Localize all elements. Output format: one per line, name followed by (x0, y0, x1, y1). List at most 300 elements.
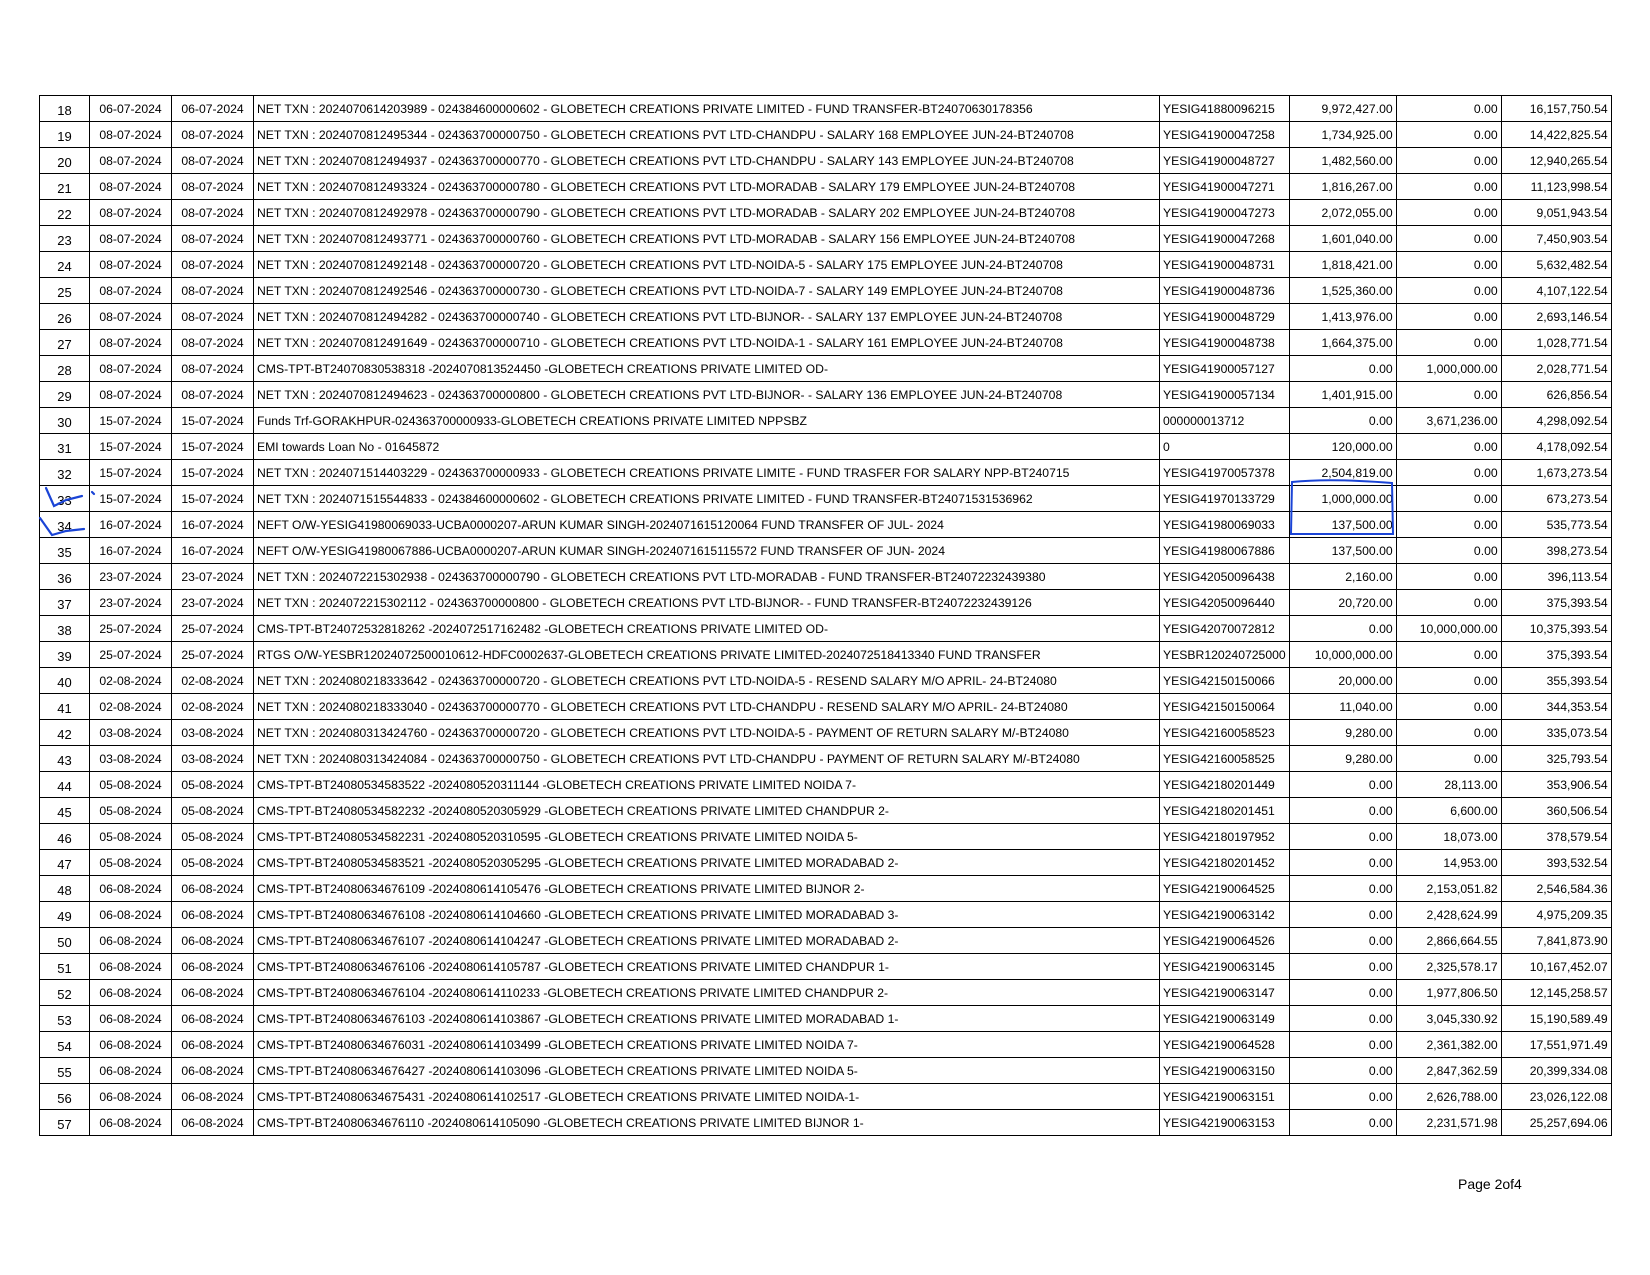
balance-amount: 14,422,825.54 (1501, 122, 1611, 148)
table-row (40, 1084, 1612, 1110)
table-row (40, 876, 1612, 902)
transaction-date: 08-07-2024 (90, 200, 172, 226)
credit-amount: 0.00 (1396, 460, 1501, 486)
value-date: 08-07-2024 (172, 122, 254, 148)
debit-amount: 0.00 (1289, 1084, 1396, 1110)
table-row (40, 824, 1612, 850)
transaction-date: 06-08-2024 (90, 1058, 172, 1084)
serial-number: 30 (40, 408, 90, 434)
debit-amount: 9,280.00 (1289, 720, 1396, 746)
table-row (40, 642, 1612, 668)
balance-amount: 25,257,694.06 (1501, 1110, 1611, 1136)
transaction-date: 05-08-2024 (90, 798, 172, 824)
table-row (40, 226, 1612, 252)
transaction-date: 23-07-2024 (90, 564, 172, 590)
debit-amount: 1,664,375.00 (1289, 330, 1396, 356)
serial-number: 47 (40, 850, 90, 876)
description: CMS-TPT-BT24080634676106 -2024080614105787 -GLOBETECH CREATIONS PRIVATE LIMITED CHANDPUR 1- (254, 954, 1160, 980)
debit-amount: 1,482,560.00 (1289, 148, 1396, 174)
transaction-date: 15-07-2024 (90, 408, 172, 434)
reference-number: 0 (1160, 434, 1290, 460)
balance-amount: 355,393.54 (1501, 668, 1611, 694)
table-row (40, 148, 1612, 174)
balance-amount: 12,145,258.57 (1501, 980, 1611, 1006)
table-row (40, 382, 1612, 408)
value-date: 08-07-2024 (172, 148, 254, 174)
transactions-table (39, 95, 1612, 1136)
serial-number: 37 (40, 590, 90, 616)
debit-amount: 2,160.00 (1289, 564, 1396, 590)
transaction-date: 08-07-2024 (90, 382, 172, 408)
value-date: 05-08-2024 (172, 798, 254, 824)
transaction-date: 08-07-2024 (90, 252, 172, 278)
description: NET TXN : 2024070812492148 - 024363700000720 - GLOBETECH CREATIONS PVT LTD-NOIDA-5 - SALARY 175 EMPLOYEE JUN-24-BT240708 (254, 252, 1160, 278)
credit-amount: 0.00 (1396, 122, 1501, 148)
reference-number: YESIG42190063153 (1160, 1110, 1290, 1136)
transaction-date: 06-08-2024 (90, 902, 172, 928)
transaction-date: 23-07-2024 (90, 590, 172, 616)
value-date: 16-07-2024 (172, 512, 254, 538)
debit-amount: 1,525,360.00 (1289, 278, 1396, 304)
transaction-date: 08-07-2024 (90, 226, 172, 252)
table-row (40, 278, 1612, 304)
balance-amount: 5,632,482.54 (1501, 252, 1611, 278)
serial-number: 55 (40, 1058, 90, 1084)
value-date: 06-08-2024 (172, 902, 254, 928)
description: CMS-TPT-BT24080634676104 -2024080614110233 -GLOBETECH CREATIONS PRIVATE LIMITED CHANDPUR 2- (254, 980, 1160, 1006)
table-row (40, 928, 1612, 954)
transaction-date: 25-07-2024 (90, 616, 172, 642)
value-date: 15-07-2024 (172, 408, 254, 434)
reference-number: YESIG42180201449 (1160, 772, 1290, 798)
serial-number: 53 (40, 1006, 90, 1032)
value-date: 08-07-2024 (172, 226, 254, 252)
description: CMS-TPT-BT24072532818262 -2024072517162482 -GLOBETECH CREATIONS PRIVATE LIMITED OD- (254, 616, 1160, 642)
serial-number: 54 (40, 1032, 90, 1058)
credit-amount: 0.00 (1396, 148, 1501, 174)
reference-number: YESIG42150150064 (1160, 694, 1290, 720)
description: NET TXN : 2024080218333040 - 024363700000770 - GLOBETECH CREATIONS PVT LTD-CHANDPU - RESEND SALARY M/O APRIL- 24-BT24080 (254, 694, 1160, 720)
statement-sheet (39, 95, 1612, 1136)
credit-amount: 6,600.00 (1396, 798, 1501, 824)
transaction-date: 06-08-2024 (90, 928, 172, 954)
credit-amount: 0.00 (1396, 642, 1501, 668)
serial-number: 28 (40, 356, 90, 382)
value-date: 06-08-2024 (172, 1110, 254, 1136)
credit-amount: 28,113.00 (1396, 772, 1501, 798)
transaction-date: 08-07-2024 (90, 278, 172, 304)
credit-amount: 0.00 (1396, 174, 1501, 200)
value-date: 08-07-2024 (172, 200, 254, 226)
table-row (40, 200, 1612, 226)
table-row (40, 772, 1612, 798)
debit-amount: 1,401,915.00 (1289, 382, 1396, 408)
description: CMS-TPT-BT24080534582232 -2024080520305929 -GLOBETECH CREATIONS PRIVATE LIMITED CHANDPUR 2- (254, 798, 1160, 824)
reference-number: YESBR120240725000 (1160, 642, 1290, 668)
serial-number: 27 (40, 330, 90, 356)
reference-number: YESIG41900048731 (1160, 252, 1290, 278)
description: CMS-TPT-BT24070830538318 -2024070813524450 -GLOBETECH CREATIONS PRIVATE LIMITED OD- (254, 356, 1160, 382)
value-date: 05-08-2024 (172, 850, 254, 876)
debit-amount: 0.00 (1289, 1006, 1396, 1032)
description: NET TXN : 2024070812491649 - 024363700000710 - GLOBETECH CREATIONS PVT LTD-NOIDA-1 - SALARY 161 EMPLOYEE JUN-24-BT240708 (254, 330, 1160, 356)
value-date: 06-08-2024 (172, 954, 254, 980)
description: CMS-TPT-BT24080634676103 -2024080614103867 -GLOBETECH CREATIONS PRIVATE LIMITED MORADABAD 1- (254, 1006, 1160, 1032)
transaction-date: 05-08-2024 (90, 850, 172, 876)
credit-amount: 10,000,000.00 (1396, 616, 1501, 642)
transaction-date: 08-07-2024 (90, 148, 172, 174)
credit-amount: 2,231,571.98 (1396, 1110, 1501, 1136)
debit-amount: 1,601,040.00 (1289, 226, 1396, 252)
transaction-date: 25-07-2024 (90, 642, 172, 668)
reference-number: YESIG42190063151 (1160, 1084, 1290, 1110)
reference-number: YESIG42180201451 (1160, 798, 1290, 824)
serial-number: 33 (40, 486, 90, 512)
credit-amount: 2,626,788.00 (1396, 1084, 1501, 1110)
description: EMI towards Loan No - 01645872 (254, 434, 1160, 460)
serial-number: 20 (40, 148, 90, 174)
debit-amount: 137,500.00 (1289, 512, 1396, 538)
table-row (40, 460, 1612, 486)
table-row (40, 122, 1612, 148)
table-row (40, 330, 1612, 356)
description: NET TXN : 2024070812494937 - 024363700000770 - GLOBETECH CREATIONS PVT LTD-CHANDPU - SALARY 143 EMPLOYEE JUN-24-BT240708 (254, 148, 1160, 174)
transaction-date: 15-07-2024 (90, 486, 172, 512)
value-date: 25-07-2024 (172, 616, 254, 642)
balance-amount: 360,506.54 (1501, 798, 1611, 824)
debit-amount: 0.00 (1289, 356, 1396, 382)
description: RTGS O/W-YESBR12024072500010612-HDFC0002637-GLOBETECH CREATIONS PRIVATE LIMITED-2024072518413340 FUND TRANSFER (254, 642, 1160, 668)
value-date: 02-08-2024 (172, 668, 254, 694)
debit-amount: 1,734,925.00 (1289, 122, 1396, 148)
reference-number: YESIG41900048727 (1160, 148, 1290, 174)
credit-amount: 0.00 (1396, 382, 1501, 408)
credit-amount: 14,953.00 (1396, 850, 1501, 876)
serial-number: 26 (40, 304, 90, 330)
serial-number: 25 (40, 278, 90, 304)
transaction-date: 06-07-2024 (90, 96, 172, 122)
value-date: 05-08-2024 (172, 772, 254, 798)
serial-number: 21 (40, 174, 90, 200)
description: Funds Trf-GORAKHPUR-024363700000933-GLOBETECH CREATIONS PRIVATE LIMITED NPPSBZ (254, 408, 1160, 434)
transaction-date: 06-08-2024 (90, 1084, 172, 1110)
serial-number: 36 (40, 564, 90, 590)
reference-number: YESIG42070072812 (1160, 616, 1290, 642)
serial-number: 23 (40, 226, 90, 252)
serial-number: 50 (40, 928, 90, 954)
value-date: 23-07-2024 (172, 564, 254, 590)
serial-number: 56 (40, 1084, 90, 1110)
description: CMS-TPT-BT24080634676108 -2024080614104660 -GLOBETECH CREATIONS PRIVATE LIMITED MORADABAD 3- (254, 902, 1160, 928)
description: CMS-TPT-BT24080634676427 -2024080614103096 -GLOBETECH CREATIONS PRIVATE LIMITED NOIDA 5- (254, 1058, 1160, 1084)
debit-amount: 20,720.00 (1289, 590, 1396, 616)
credit-amount: 2,428,624.99 (1396, 902, 1501, 928)
serial-number: 24 (40, 252, 90, 278)
balance-amount: 393,532.54 (1501, 850, 1611, 876)
balance-amount: 4,298,092.54 (1501, 408, 1611, 434)
credit-amount: 2,361,382.00 (1396, 1032, 1501, 1058)
table-row (40, 798, 1612, 824)
serial-number: 40 (40, 668, 90, 694)
credit-amount: 0.00 (1396, 200, 1501, 226)
description: NET TXN : 2024070614203989 - 024384600000602 - GLOBETECH CREATIONS PRIVATE LIMITED - FUND TRANSFER-BT24070630178356 (254, 96, 1160, 122)
balance-amount: 4,178,092.54 (1501, 434, 1611, 460)
debit-amount: 1,818,421.00 (1289, 252, 1396, 278)
table-row (40, 954, 1612, 980)
value-date: 08-07-2024 (172, 356, 254, 382)
value-date: 23-07-2024 (172, 590, 254, 616)
description: CMS-TPT-BT24080634675431 -2024080614102517 -GLOBETECH CREATIONS PRIVATE LIMITED NOIDA-1- (254, 1084, 1160, 1110)
transaction-date: 06-08-2024 (90, 954, 172, 980)
balance-amount: 535,773.54 (1501, 512, 1611, 538)
debit-amount: 0.00 (1289, 616, 1396, 642)
serial-number: 43 (40, 746, 90, 772)
balance-amount: 2,028,771.54 (1501, 356, 1611, 382)
transaction-date: 06-08-2024 (90, 980, 172, 1006)
reference-number: YESIG41900047273 (1160, 200, 1290, 226)
debit-amount: 9,972,427.00 (1289, 96, 1396, 122)
serial-number: 52 (40, 980, 90, 1006)
serial-number: 51 (40, 954, 90, 980)
table-row (40, 252, 1612, 278)
reference-number: 000000013712 (1160, 408, 1290, 434)
value-date: 06-08-2024 (172, 1084, 254, 1110)
table-row (40, 96, 1612, 122)
transaction-date: 08-07-2024 (90, 304, 172, 330)
table-row (40, 1110, 1612, 1136)
credit-amount: 3,045,330.92 (1396, 1006, 1501, 1032)
debit-amount: 11,040.00 (1289, 694, 1396, 720)
value-date: 15-07-2024 (172, 460, 254, 486)
value-date: 15-07-2024 (172, 486, 254, 512)
transaction-date: 06-08-2024 (90, 876, 172, 902)
balance-amount: 353,906.54 (1501, 772, 1611, 798)
description: NET TXN : 2024071514403229 - 024363700000933 - GLOBETECH CREATIONS PRIVATE LIMITE - FUND TRASFER FOR SALARY NPP-BT240715 (254, 460, 1160, 486)
transaction-date: 08-07-2024 (90, 122, 172, 148)
value-date: 02-08-2024 (172, 694, 254, 720)
balance-amount: 335,073.54 (1501, 720, 1611, 746)
serial-number: 57 (40, 1110, 90, 1136)
credit-amount: 0.00 (1396, 746, 1501, 772)
description: CMS-TPT-BT24080534583522 -2024080520311144 -GLOBETECH CREATIONS PRIVATE LIMITED NOIDA 7- (254, 772, 1160, 798)
credit-amount: 0.00 (1396, 304, 1501, 330)
debit-amount: 0.00 (1289, 772, 1396, 798)
balance-amount: 344,353.54 (1501, 694, 1611, 720)
description: NET TXN : 2024070812494623 - 024363700000800 - GLOBETECH CREATIONS PVT LTD-BIJNOR- - SALARY 136 EMPLOYEE JUN-24-BT240708 (254, 382, 1160, 408)
reference-number: YESIG42190063142 (1160, 902, 1290, 928)
table-row (40, 980, 1612, 1006)
reference-number: YESIG41970133729 (1160, 486, 1290, 512)
balance-amount: 2,693,146.54 (1501, 304, 1611, 330)
value-date: 03-08-2024 (172, 746, 254, 772)
table-row (40, 694, 1612, 720)
credit-amount: 3,671,236.00 (1396, 408, 1501, 434)
debit-amount: 120,000.00 (1289, 434, 1396, 460)
debit-amount: 0.00 (1289, 408, 1396, 434)
reference-number: YESIG41900057127 (1160, 356, 1290, 382)
value-date: 06-08-2024 (172, 1006, 254, 1032)
serial-number: 18 (40, 96, 90, 122)
credit-amount: 0.00 (1396, 278, 1501, 304)
debit-amount: 137,500.00 (1289, 538, 1396, 564)
table-row (40, 1032, 1612, 1058)
serial-number: 39 (40, 642, 90, 668)
transactions-body (40, 96, 1612, 1136)
credit-amount: 0.00 (1396, 564, 1501, 590)
value-date: 06-08-2024 (172, 876, 254, 902)
table-row (40, 720, 1612, 746)
description: CMS-TPT-BT24080634676109 -2024080614105476 -GLOBETECH CREATIONS PRIVATE LIMITED BIJNOR 2- (254, 876, 1160, 902)
balance-amount: 1,673,273.54 (1501, 460, 1611, 486)
value-date: 15-07-2024 (172, 434, 254, 460)
transaction-date: 02-08-2024 (90, 694, 172, 720)
debit-amount: 0.00 (1289, 1032, 1396, 1058)
reference-number: YESIG41900048738 (1160, 330, 1290, 356)
serial-number: 34 (40, 512, 90, 538)
debit-amount: 0.00 (1289, 928, 1396, 954)
reference-number: YESIG41900047268 (1160, 226, 1290, 252)
reference-number: YESIG42190064526 (1160, 928, 1290, 954)
balance-amount: 4,107,122.54 (1501, 278, 1611, 304)
reference-number: YESIG42180201452 (1160, 850, 1290, 876)
description: CMS-TPT-BT24080634676107 -2024080614104247 -GLOBETECH CREATIONS PRIVATE LIMITED MORADABAD 2- (254, 928, 1160, 954)
credit-amount: 0.00 (1396, 512, 1501, 538)
reference-number: YESIG41880096215 (1160, 96, 1290, 122)
reference-number: YESIG42190064528 (1160, 1032, 1290, 1058)
transaction-date: 06-08-2024 (90, 1006, 172, 1032)
serial-number: 38 (40, 616, 90, 642)
balance-amount: 4,975,209.35 (1501, 902, 1611, 928)
credit-amount: 1,977,806.50 (1396, 980, 1501, 1006)
serial-number: 32 (40, 460, 90, 486)
balance-amount: 325,793.54 (1501, 746, 1611, 772)
debit-amount: 1,413,976.00 (1289, 304, 1396, 330)
value-date: 25-07-2024 (172, 642, 254, 668)
balance-amount: 15,190,589.49 (1501, 1006, 1611, 1032)
reference-number: YESIG42050096438 (1160, 564, 1290, 590)
credit-amount: 0.00 (1396, 486, 1501, 512)
reference-number: YESIG41980067886 (1160, 538, 1290, 564)
balance-amount: 20,399,334.08 (1501, 1058, 1611, 1084)
reference-number: YESIG41970057378 (1160, 460, 1290, 486)
description: NET TXN : 2024071515544833 - 024384600000602 - GLOBETECH CREATIONS PRIVATE LIMITED - FUND TRANSFER-BT24071531536962 (254, 486, 1160, 512)
table-row (40, 668, 1612, 694)
value-date: 03-08-2024 (172, 720, 254, 746)
serial-number: 42 (40, 720, 90, 746)
description: NET TXN : 2024070812492978 - 024363700000790 - GLOBETECH CREATIONS PVT LTD-MORADAB - SALARY 202 EMPLOYEE JUN-24-BT240708 (254, 200, 1160, 226)
credit-amount: 0.00 (1396, 720, 1501, 746)
debit-amount: 0.00 (1289, 798, 1396, 824)
transaction-date: 02-08-2024 (90, 668, 172, 694)
balance-amount: 23,026,122.08 (1501, 1084, 1611, 1110)
debit-amount: 0.00 (1289, 1110, 1396, 1136)
value-date: 08-07-2024 (172, 278, 254, 304)
serial-number: 19 (40, 122, 90, 148)
value-date: 05-08-2024 (172, 824, 254, 850)
debit-amount: 20,000.00 (1289, 668, 1396, 694)
description: NET TXN : 2024070812493771 - 024363700000760 - GLOBETECH CREATIONS PVT LTD-MORADAB - SALARY 156 EMPLOYEE JUN-24-BT240708 (254, 226, 1160, 252)
transaction-date: 15-07-2024 (90, 460, 172, 486)
description: NET TXN : 2024070812495344 - 024363700000750 - GLOBETECH CREATIONS PVT LTD-CHANDPU - SALARY 168 EMPLOYEE JUN-24-BT240708 (254, 122, 1160, 148)
balance-amount: 2,546,584.36 (1501, 876, 1611, 902)
transaction-date: 08-07-2024 (90, 174, 172, 200)
table-row (40, 616, 1612, 642)
table-row (40, 434, 1612, 460)
credit-amount: 0.00 (1396, 434, 1501, 460)
description: NET TXN : 2024070812492546 - 024363700000730 - GLOBETECH CREATIONS PVT LTD-NOIDA-7 - SALARY 149 EMPLOYEE JUN-24-BT240708 (254, 278, 1160, 304)
description: CMS-TPT-BT24080534583521 -2024080520305295 -GLOBETECH CREATIONS PRIVATE LIMITED MORADABAD 2- (254, 850, 1160, 876)
credit-amount: 0.00 (1396, 694, 1501, 720)
table-row (40, 1006, 1612, 1032)
credit-amount: 1,000,000.00 (1396, 356, 1501, 382)
value-date: 08-07-2024 (172, 174, 254, 200)
reference-number: YESIG41900048729 (1160, 304, 1290, 330)
table-row (40, 512, 1612, 538)
debit-amount: 0.00 (1289, 954, 1396, 980)
credit-amount: 2,153,051.82 (1396, 876, 1501, 902)
balance-amount: 16,157,750.54 (1501, 96, 1611, 122)
description: NET TXN : 2024070812493324 - 024363700000780 - GLOBETECH CREATIONS PVT LTD-MORADAB - SALARY 179 EMPLOYEE JUN-24-BT240708 (254, 174, 1160, 200)
debit-amount: 0.00 (1289, 1058, 1396, 1084)
serial-number: 46 (40, 824, 90, 850)
table-row (40, 538, 1612, 564)
balance-amount: 1,028,771.54 (1501, 330, 1611, 356)
debit-amount: 2,504,819.00 (1289, 460, 1396, 486)
debit-amount: 1,816,267.00 (1289, 174, 1396, 200)
value-date: 08-07-2024 (172, 304, 254, 330)
debit-amount: 0.00 (1289, 824, 1396, 850)
reference-number: YESIG42190063149 (1160, 1006, 1290, 1032)
debit-amount: 2,072,055.00 (1289, 200, 1396, 226)
description: NET TXN : 2024080313424084 - 024363700000750 - GLOBETECH CREATIONS PVT LTD-CHANDPU - PAYMENT OF RETURN SALARY M/-BT24080 (254, 746, 1160, 772)
balance-amount: 375,393.54 (1501, 642, 1611, 668)
credit-amount: 2,847,362.59 (1396, 1058, 1501, 1084)
reference-number: YESIG42180197952 (1160, 824, 1290, 850)
value-date: 06-08-2024 (172, 1032, 254, 1058)
table-row (40, 850, 1612, 876)
serial-number: 41 (40, 694, 90, 720)
serial-number: 35 (40, 538, 90, 564)
balance-amount: 7,841,873.90 (1501, 928, 1611, 954)
description: NET TXN : 2024080218333642 - 024363700000720 - GLOBETECH CREATIONS PVT LTD-NOIDA-5 - RESEND SALARY M/O APRIL- 24-BT24080 (254, 668, 1160, 694)
table-row (40, 564, 1612, 590)
balance-amount: 375,393.54 (1501, 590, 1611, 616)
reference-number: YESIG42050096440 (1160, 590, 1290, 616)
debit-amount: 0.00 (1289, 876, 1396, 902)
reference-number: YESIG42150150066 (1160, 668, 1290, 694)
transaction-date: 06-08-2024 (90, 1032, 172, 1058)
description: NET TXN : 2024072215302938 - 024363700000790 - GLOBETECH CREATIONS PVT LTD-MORADAB - FUND TRANSFER-BT24072232439380 (254, 564, 1160, 590)
description: NET TXN : 2024070812494282 - 024363700000740 - GLOBETECH CREATIONS PVT LTD-BIJNOR- - SALARY 137 EMPLOYEE JUN-24-BT240708 (254, 304, 1160, 330)
balance-amount: 7,450,903.54 (1501, 226, 1611, 252)
reference-number: YESIG42190064525 (1160, 876, 1290, 902)
balance-amount: 378,579.54 (1501, 824, 1611, 850)
table-row (40, 304, 1612, 330)
table-row (40, 174, 1612, 200)
credit-amount: 0.00 (1396, 538, 1501, 564)
reference-number: YESIG41900048736 (1160, 278, 1290, 304)
description: CMS-TPT-BT24080634676031 -2024080614103499 -GLOBETECH CREATIONS PRIVATE LIMITED NOIDA 7- (254, 1032, 1160, 1058)
credit-amount: 2,325,578.17 (1396, 954, 1501, 980)
debit-amount: 0.00 (1289, 850, 1396, 876)
reference-number: YESIG41980069033 (1160, 512, 1290, 538)
table-row (40, 486, 1612, 512)
reference-number: YESIG41900047271 (1160, 174, 1290, 200)
serial-number: 31 (40, 434, 90, 460)
credit-amount: 18,073.00 (1396, 824, 1501, 850)
transaction-date: 03-08-2024 (90, 746, 172, 772)
table-row (40, 746, 1612, 772)
